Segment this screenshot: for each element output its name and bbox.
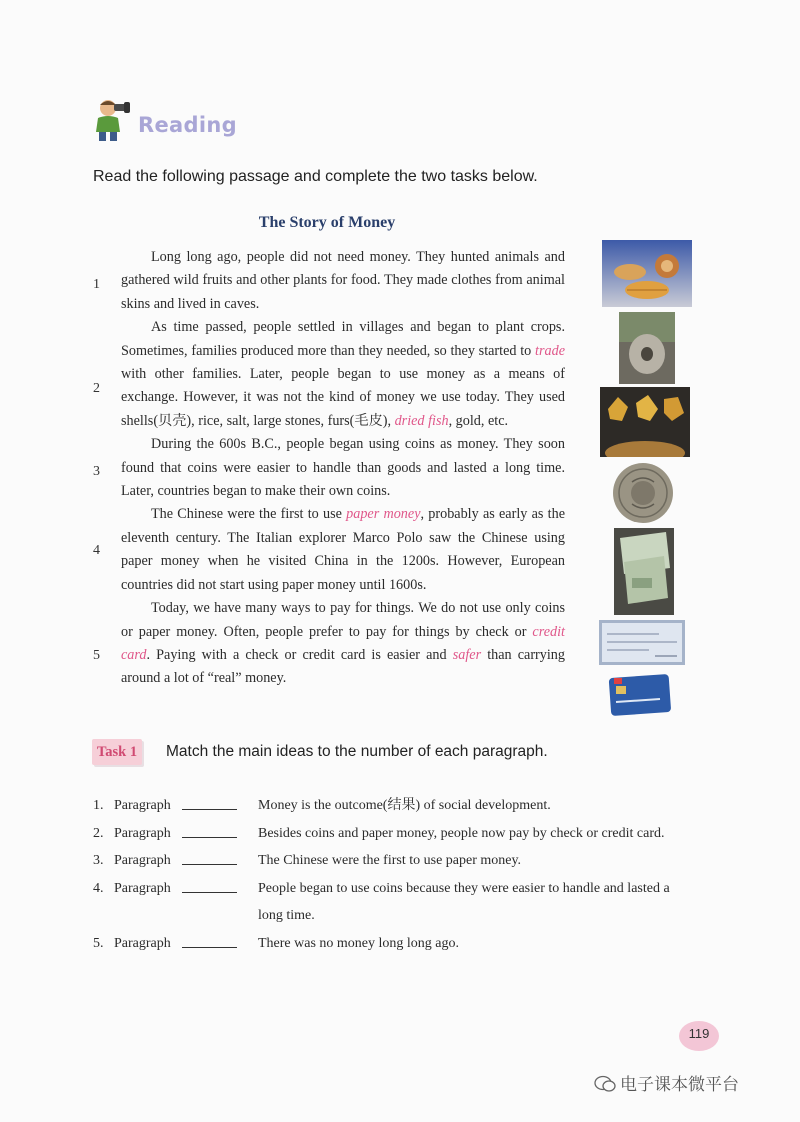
- story-title: The Story of Money: [258, 214, 396, 231]
- paragraph-2: [93, 316, 565, 433]
- list-item: [93, 792, 733, 820]
- main-idea-text: There was no money long long ago.: [258, 935, 460, 951]
- paragraph-number: 4: [93, 543, 100, 559]
- matching-list: [93, 792, 733, 957]
- text-segment: than carrying around a lot of “real” money.: [121, 646, 565, 687]
- check-image: [599, 620, 685, 665]
- gold-nuggets-image: [600, 387, 690, 457]
- text-segment: . Paying with a check or credit card is easier and: [146, 646, 453, 663]
- paragraph-text: [121, 246, 565, 316]
- item-label: Paragraph: [114, 825, 171, 841]
- paragraph-number: 3: [93, 464, 100, 480]
- main-idea-text: People began to use coins because they were easier to handle and lasted a long time.: [258, 880, 670, 923]
- item-label: Paragraph: [114, 853, 171, 868]
- keyword-dried-fish: dried fish: [394, 412, 449, 429]
- text-segment: with other families. Later, people began to use money as a means of exchange. However, it was not the kind of money we use today. They used shells(贝壳), rice, salt, large stones, furs(毛皮),: [121, 366, 565, 429]
- text-segment: , probably as early as the eleventh century. The Italian explorer Marco Polo saw the Chinese using paper money when he visited China in the 1200s. However, European countries did not start using paper money until 1600s.: [121, 506, 565, 593]
- keyword-credit-card: credit card: [121, 623, 565, 663]
- stone-money-image: [619, 312, 675, 384]
- paragraph-number: 2: [93, 381, 100, 397]
- instruction-text: Read the following passage and complete the two tasks below.: [93, 168, 538, 185]
- text-segment: As time passed, people settled in villages and began to plant crops. Sometimes, families produced more than they needed, so they started to: [121, 319, 565, 359]
- item-number: 3.: [93, 853, 104, 868]
- paragraph-text: [121, 316, 565, 433]
- item-label: Paragraph: [114, 935, 171, 951]
- paper-money-image: [614, 528, 674, 615]
- main-idea-text: Money is the outcome(结果) of social development.: [258, 798, 551, 813]
- text-segment: During the 600s B.C., people began using coins as money. They soon found that coins were easier to handle than goods and lasted a long time. Later, countries began to make their own coins.: [121, 436, 565, 500]
- keyword-paper-money: paper money: [346, 506, 421, 523]
- section-title: Reading: [138, 113, 237, 137]
- passage: [93, 246, 565, 691]
- text-segment: Today, we have many ways to pay for things. We do not use only coins or paper money. Often, people prefer to pay for things by check or: [121, 600, 565, 640]
- item-label: Paragraph: [114, 798, 171, 813]
- answer-blank[interactable]: [182, 847, 237, 865]
- item-number: 5.: [93, 935, 104, 951]
- credit-card-image: [608, 672, 672, 720]
- paragraph-1: [93, 246, 565, 316]
- item-label: Paragraph: [114, 880, 171, 896]
- paragraph-number: 5: [93, 648, 100, 664]
- reading-mascot-icon: [88, 96, 134, 142]
- answer-blank[interactable]: [182, 930, 237, 948]
- page-number: 119: [679, 1021, 719, 1051]
- paragraph-3: [93, 433, 565, 503]
- item-number: 4.: [93, 880, 104, 896]
- paragraph-number: 1: [93, 277, 100, 292]
- list-item: [93, 875, 733, 930]
- watermark-text: 电子课本微平台: [620, 1075, 739, 1095]
- task-1-instruction: Match the main ideas to the number of each paragraph.: [166, 743, 548, 760]
- text-segment: Long long ago, people did not need money. They hunted animals and gathered wild fruits and other plants for food. They made clothes from animal skins and lived in caves.: [121, 249, 565, 312]
- answer-blank[interactable]: [182, 792, 237, 810]
- item-number: 2.: [93, 825, 104, 841]
- watermark: [594, 1070, 739, 1095]
- shells-image: [602, 240, 692, 307]
- task-1-badge: Task 1: [92, 739, 142, 765]
- paragraph-5: [93, 597, 565, 691]
- paragraph-text: [121, 503, 565, 597]
- ancient-coin-image: [612, 462, 674, 524]
- text-segment: , gold, etc.: [448, 412, 509, 429]
- main-idea-text: Besides coins and paper money, people now pay by check or credit card.: [258, 825, 665, 841]
- list-item: [93, 820, 733, 848]
- item-number: 1.: [93, 798, 104, 813]
- keyword-safer: safer: [452, 646, 482, 663]
- answer-blank[interactable]: [182, 875, 237, 893]
- answer-blank[interactable]: [182, 820, 237, 838]
- text-segment: The Chinese were the first to use: [151, 506, 347, 523]
- list-item: [93, 847, 733, 875]
- wechat-icon: [594, 1075, 616, 1093]
- main-idea-text: The Chinese were the first to use paper money.: [258, 853, 522, 868]
- list-item: [93, 930, 733, 958]
- keyword-trade: trade: [535, 342, 565, 359]
- paragraph-4: [93, 503, 565, 597]
- paragraph-text: [121, 433, 565, 503]
- paragraph-text: [121, 597, 565, 691]
